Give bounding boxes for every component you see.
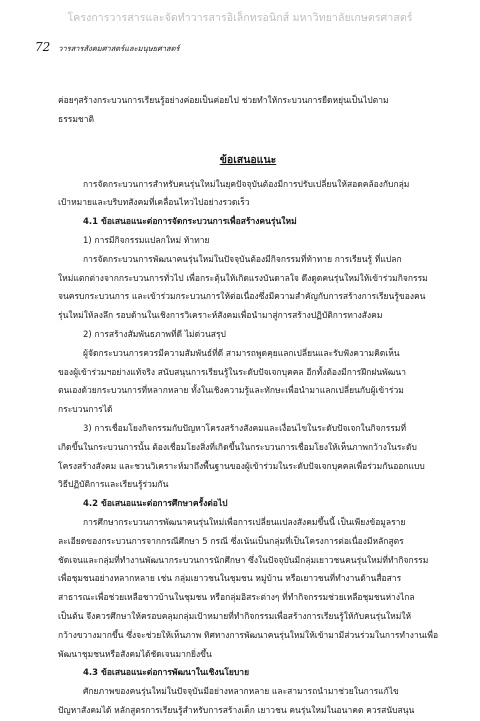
body-line: การจัดกระบวนการพัฒนาคนรุ่นใหม่ในปัจจุบันต้องมีกิจกรรมที่ท้าทาย การเรียนรู้ ที่แปลก	[83, 254, 402, 265]
body-line: สาธารณะเพื่อช่วยเหลือชาวบ้านในชุมชน หรือกลุ่มอิสระต่างๆ ที่ทำกิจกรรมช่วยเหลือชุมชนห่างไกล	[58, 593, 415, 604]
body-line: ตนเองด้วยกระบวนการที่หลากหลาย ทั้งในเชิงความรู้และทักษะเพื่อนำมาแลกเปลี่ยนกับผู้เข้าร่วม	[58, 386, 404, 397]
body-line: ปัญหาสังคมได้ หลักสูตรการเรียนรู้สำหรับการสร้างเด็ก เยาวชน คนรุ่นใหม่ในอนาคต ควรสนับสนุน	[58, 705, 415, 716]
list-item-title: 1) การมีกิจกรรมแปลกใหม่ ท้าทาย	[83, 235, 210, 246]
body-line: ผู้จัดกระบวนการควรมีความสัมพันธ์ที่ดี สามารถพูดคุยแลกเปลี่ยนและรับฟังความคิดเห็น	[83, 348, 400, 359]
running-title: วารสารสังคมศาสตร์และมนุษยศาสตร์	[58, 44, 180, 53]
body-line: ชัดเจนและกลุ่มที่ทำงานพัฒนากระบวนการนักศึกษา ซึ่งในปัจจุบันมีกลุ่มเยาวชนคนรุ่นใหม่ที่ทำกิจกรรม	[58, 555, 429, 566]
list-item-title: 2) การสร้างสัมพันธภาพที่ดี ไม่ด่วนสรุป	[83, 329, 226, 340]
subsection-heading: 4.1 ข้อเสนอแนะต่อการจัดกระบวนการเพื่อสร้างคนรุ่นใหม่	[83, 217, 297, 228]
body-line: กว้างขวางมากขึ้น ซึ่งจะช่วยให้เห็นภาพ ทิศทางการพัฒนาคนรุ่นใหม่ให้เข้ามามีส่วนร่วมในการทำงานเพื่อ	[58, 630, 439, 641]
body-line: ละเอียดของกระบวนการจากกรณีศึกษา 5 กรณี ซึ่งเน้นเป็นกลุ่มที่เป็นโครงการต่อเนื่องมีหลักสูตร	[58, 536, 404, 547]
body-line: กระบวนการได้	[58, 405, 113, 416]
body-line: ศักยภาพของคนรุ่นใหม่ในปัจจุบันมีอย่างหลากหลาย และสามารถนำมาช่วยในการแก้ไข	[83, 687, 399, 698]
body-line: เป็นต้น จึงควรศึกษาให้ครอบคลุมกลุ่มเป้าหมายที่ทำกิจกรรมเพื่อสร้างการเรียนรู้ให้กับคนรุ่นใหม่ให้	[58, 611, 412, 622]
page-number: 72	[35, 40, 51, 54]
body-line: รุ่นใหม่ให้ลงลึก รอบด้านในเชิงการวิเคราะห์สังคมเพื่อนำมาสู่การสร้างปฏิบัติการทางสังคม	[58, 311, 383, 322]
body-line: ใหม่แตกต่างจากกระบวนการทั่วไป เพื่อกระตุ้นให้เกิดแรงบันดาลใจ ดึงดูดคนรุ่นใหม่ให้เข้าร่วมกิจกรรม	[58, 273, 428, 284]
body-line: เป้าหมายและบริบทสังคมที่เคลื่อนไหวไปอย่างรวดเร็ว	[58, 198, 250, 209]
page-header	[35, 40, 180, 55]
body-line: โครงสร้างสังคม และชวนวิเคราะห์มาถึงพื้นฐานของผู้เข้าร่วมในระดับปัจเจกบุคคลเพื่อร่วมกันออกแบบ	[58, 461, 425, 472]
body-line: เกิดขึ้นในกระบวนการนั้น ต้องเชื่อมโยงสิ่งที่เกิดขึ้นในกระบวนการเชื่อมโยงให้เห็นภาพกว้างในระดับ	[58, 442, 417, 453]
section-heading: ข้อเสนอแนะ	[219, 153, 277, 166]
body-line: ของผู้เข้าร่วมฯอย่างแท้จริง สนับสนุนการเรียนรู้ในระดับปัจเจกบุคคล อีกทั้งต้องมีการฝึกฝนพัฒนา	[58, 367, 406, 378]
body-line: วิธีปฏิบัติการและเรียนรู้ร่วมกัน	[58, 480, 169, 491]
page-body	[58, 92, 438, 721]
body-line: จนครบกระบวนการ และเข้าร่วมกระบวนการให้ต่อเนื่องซึ่งมีความสำคัญกับการสร้างการเรียนรู้ของคน	[58, 292, 426, 303]
subsection-heading: 4.2 ข้อเสนอแนะต่อการศึกษาครั้งต่อไป	[83, 499, 228, 510]
body-line: พัฒนาชุมชนหรือสังคมได้ชัดเจนมากยิ่งขึ้น	[58, 649, 212, 660]
body-line: การศึกษากระบวนการพัฒนาคนรุ่นใหม่เพื่อการเปลี่ยนแปลงสังคมขึ้นนี้ เป็นเพียงข้อมูลราย	[83, 517, 406, 528]
body-line: ค่อยๆสร้างกระบวนการเรียนรู้อย่างค่อยเป็นค่อยไป ช่วยทำให้กระบวนการยืดหยุ่นเป็นไปตาม	[58, 96, 389, 106]
body-line: ธรรมชาติ	[58, 114, 94, 125]
watermark-text: โครงการวารสารและจัดทำวารสารอิเล็กทรอนิกส์ มหาวิทยาลัยเกษตรศาสตร์	[67, 12, 413, 24]
body-line: การจัดกระบวนการสำหรับคนรุ่นใหม่ในยุคปัจจุบันต้องมีการปรับเปลี่ยนให้สอดคล้องกับกลุ่ม	[83, 179, 410, 190]
body-line: เพื่อชุมชนอย่างหลากหลาย เช่น กลุ่มเยาวชนในชุมชน หมู่บ้าน หรือเยาวชนที่ทำงานด้านสื่อสาร	[58, 574, 402, 585]
list-item-title: 3) การเชื่อมโยงกิจกรรมกับปัญหาโครงสร้างสังคมและเงื่อนไขในระดับปัจเจกในกิจกรรมที่	[83, 423, 407, 434]
subsection-heading: 4.3 ข้อเสนอแนะต่อการพัฒนาในเชิงนโยบาย	[83, 668, 250, 679]
